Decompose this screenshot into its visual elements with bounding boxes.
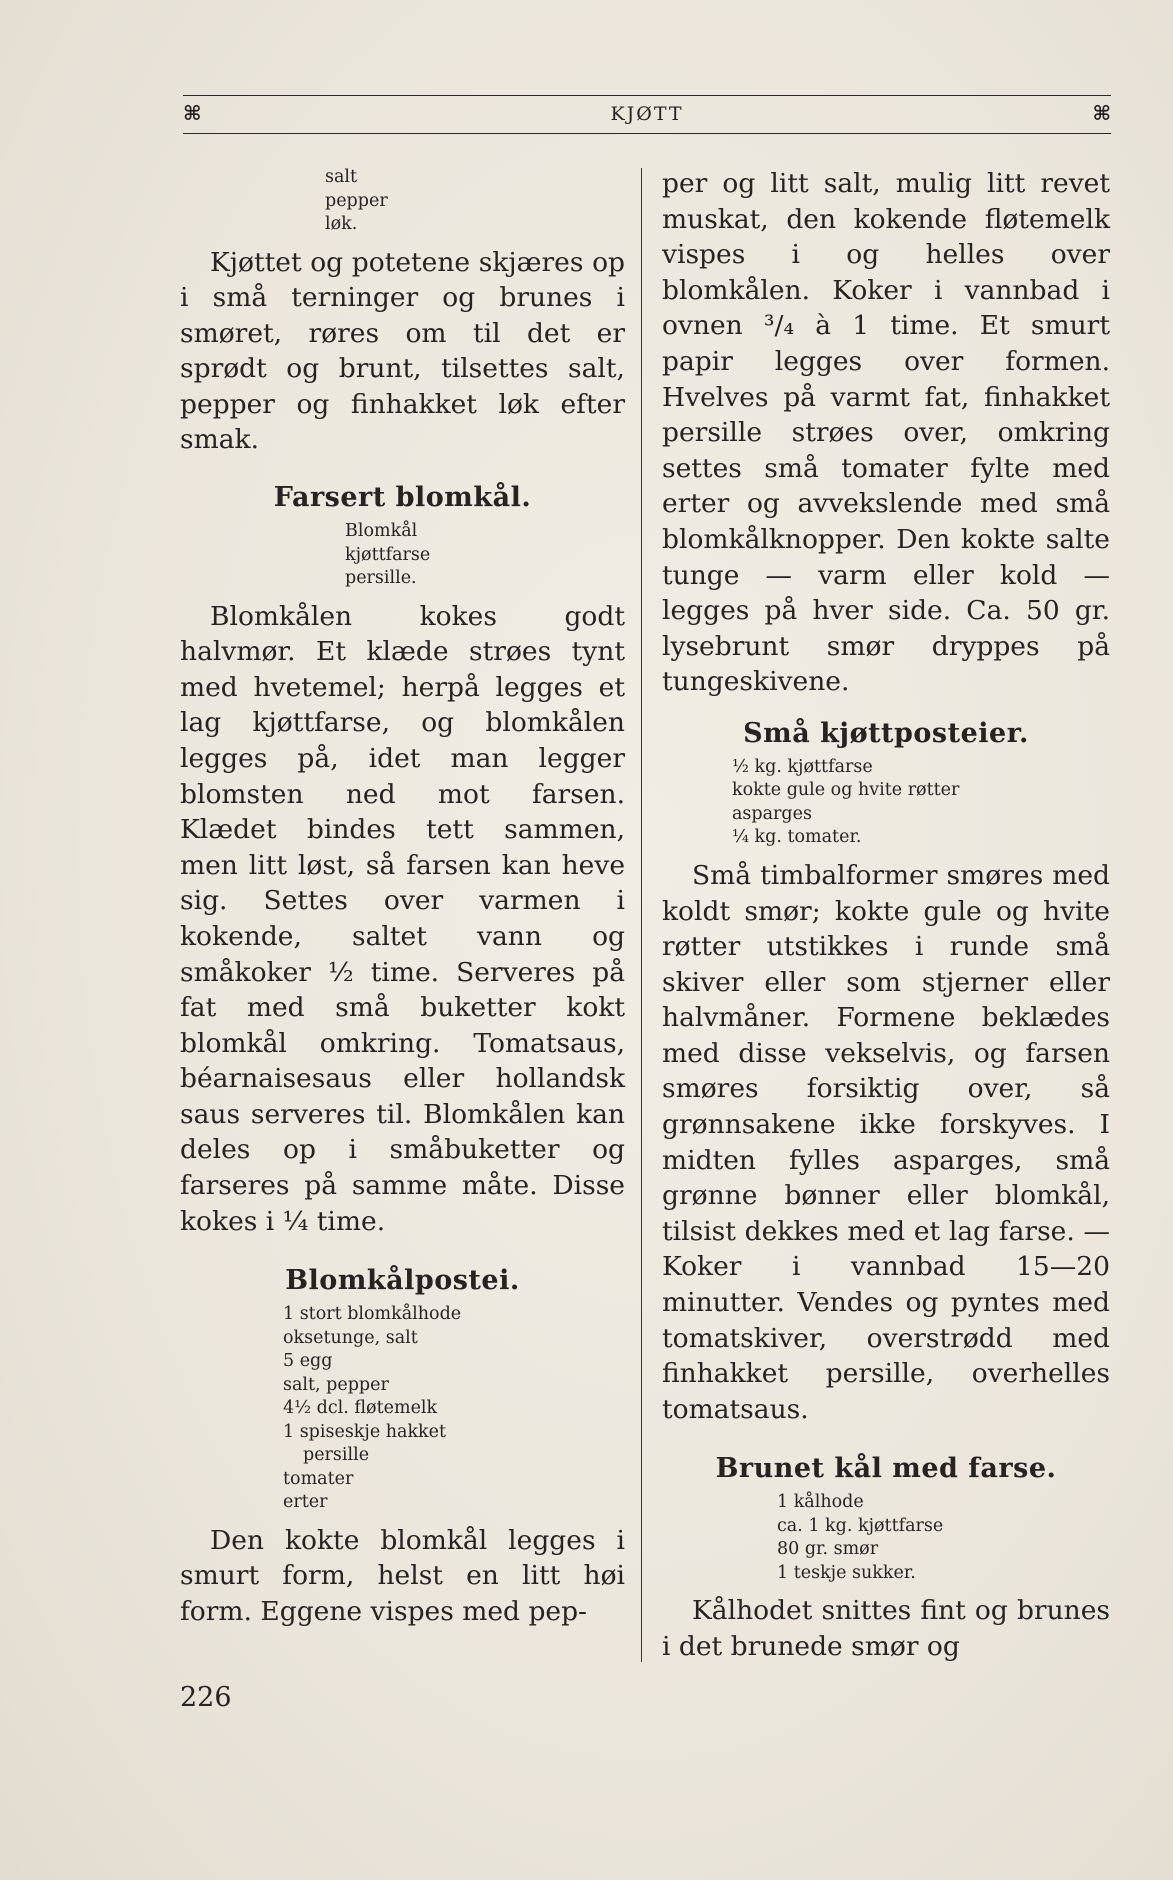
ornament-icon: ⌘ [1092, 101, 1111, 125]
recipe-text: Kålhodet snittes fint og brunes i det brunede smør og [662, 1595, 1110, 1662]
recipe-title: Farsert blomkål. [273, 482, 532, 514]
ingredient: ¼ kg. tomater. [732, 827, 862, 848]
recipe-title: Små kjøttposteier. [743, 717, 1029, 749]
ingredient: ca. 1 kg. kjøttfarse [777, 1515, 944, 1536]
running-header [183, 95, 1111, 135]
page-number: 226 [180, 1682, 232, 1713]
ingredient: kokte gule og hvite røtter [732, 780, 960, 801]
header-title: KJØTT [610, 103, 684, 125]
recipe-text: Den kokte blomkål legges i smurt form, helst en litt høi form. Eggene vispes med pep- [180, 1524, 625, 1627]
body-paragraph: Kjøttet og potetene skjæres op i små terninger og brunes i smøret, røres om til det er sprødt og brunt, tilsettes salt, pepper og finhakket løk efter smak. [180, 246, 625, 456]
body-paragraph: per og litt salt, mulig litt revet muskat, den kokende fløtemelk vispes i og helles over blomkålen. Koker i vannbad i ovnen ³/₄ à 1 time. Et smurt papir legges over formen. Hvelves på varmt fat, finhakket persille strøes over, omkring settes små tomater fylte med erter og avvekslende med små blomkålknopper. Den kokte salte tunge — varm eller kold — legges på hver side. Ca. 50 gr. lysebrunt smør dryppes på tungeskivene. [662, 168, 1110, 698]
ingredient: asparges [732, 803, 812, 824]
ingredient: 1 teskje sukker. [777, 1562, 916, 1583]
ingredient-list [325, 166, 625, 237]
ingredient: kjøttfarse [345, 544, 431, 565]
ingredient: 80 gr. smør [777, 1539, 879, 1560]
header-rule-top [183, 95, 1111, 96]
ingredient-list [777, 1491, 1110, 1585]
ingredient: salt [325, 167, 358, 187]
ingredient: persille. [345, 568, 417, 589]
ingredient: persille [303, 1445, 370, 1466]
recipe-text: Små timbalformer smøres med koldt smør; kokte gule og hvite røtter utstikkes i runde små skiver eller som stjerner eller halvmåner. Formene beklædes med disse vekselvis, og farsen smøres forsiktig over, så grønnsakene ikke forskyves. I midten fylles asparges, små grønne bønner eller blomkål, tilsist dekkes med et lag farse. — Koker i vannbad 15—20 minutter. Vendes og pyntes med tomatskiver, overstrødd med finhakket persille, overhelles tomatsaus. [662, 859, 1110, 1425]
ingredient: Blomkål [345, 521, 418, 542]
ingredient: 1 kålhode [777, 1492, 864, 1513]
header-rule-bottom [183, 133, 1111, 134]
recipe-text: Blomkålen kokes godt halvmør. Et klæde strøes tynt med hvetemel; herpå legges et lag kjøttfarse, og blomkålen legges på, idet man legger blomsten ned mot farsen. Klædet bindes tett sammen, men litt løst, så farsen kan heve sig. Settes over varmen i kokende, saltet vann og småkoker ½ time. Serveres på fat med små buketter kokt blomkål omkring. Tomatsaus, béarnaisesaus eller hollandsk saus serveres til. Blomkålen kan deles op i småbuketter og farseres på samme måte. Disse kokes i ¼ time. [180, 600, 625, 1237]
ingredient: salt, pepper [283, 1374, 389, 1395]
ingredient: oksetunge, salt [283, 1327, 418, 1348]
right-column [662, 166, 1110, 1665]
column-divider [641, 168, 642, 1662]
ingredient: 1 spiseskje hakket [283, 1421, 447, 1442]
ingredient: erter [283, 1492, 328, 1513]
left-column [180, 166, 625, 1630]
ingredient: 4½ dcl. fløtemelk [283, 1398, 438, 1419]
ornament-icon: ⌘ [183, 101, 202, 125]
ingredient-list [283, 1303, 625, 1515]
ingredient: løk. [325, 214, 358, 234]
ingredient: 1 stort blomkålhode [283, 1304, 462, 1325]
ingredient: pepper [325, 190, 388, 211]
ingredient-list [345, 520, 625, 591]
ingredient: ½ kg. kjøttfarse [732, 756, 873, 777]
ingredient-list [732, 756, 1110, 850]
recipe-title: Brunet kål med farse. [715, 1453, 1057, 1485]
ingredient: tomater [283, 1468, 354, 1489]
ingredient: 5 egg [283, 1351, 333, 1372]
recipe-title: Blomkålpostei. [285, 1265, 520, 1297]
